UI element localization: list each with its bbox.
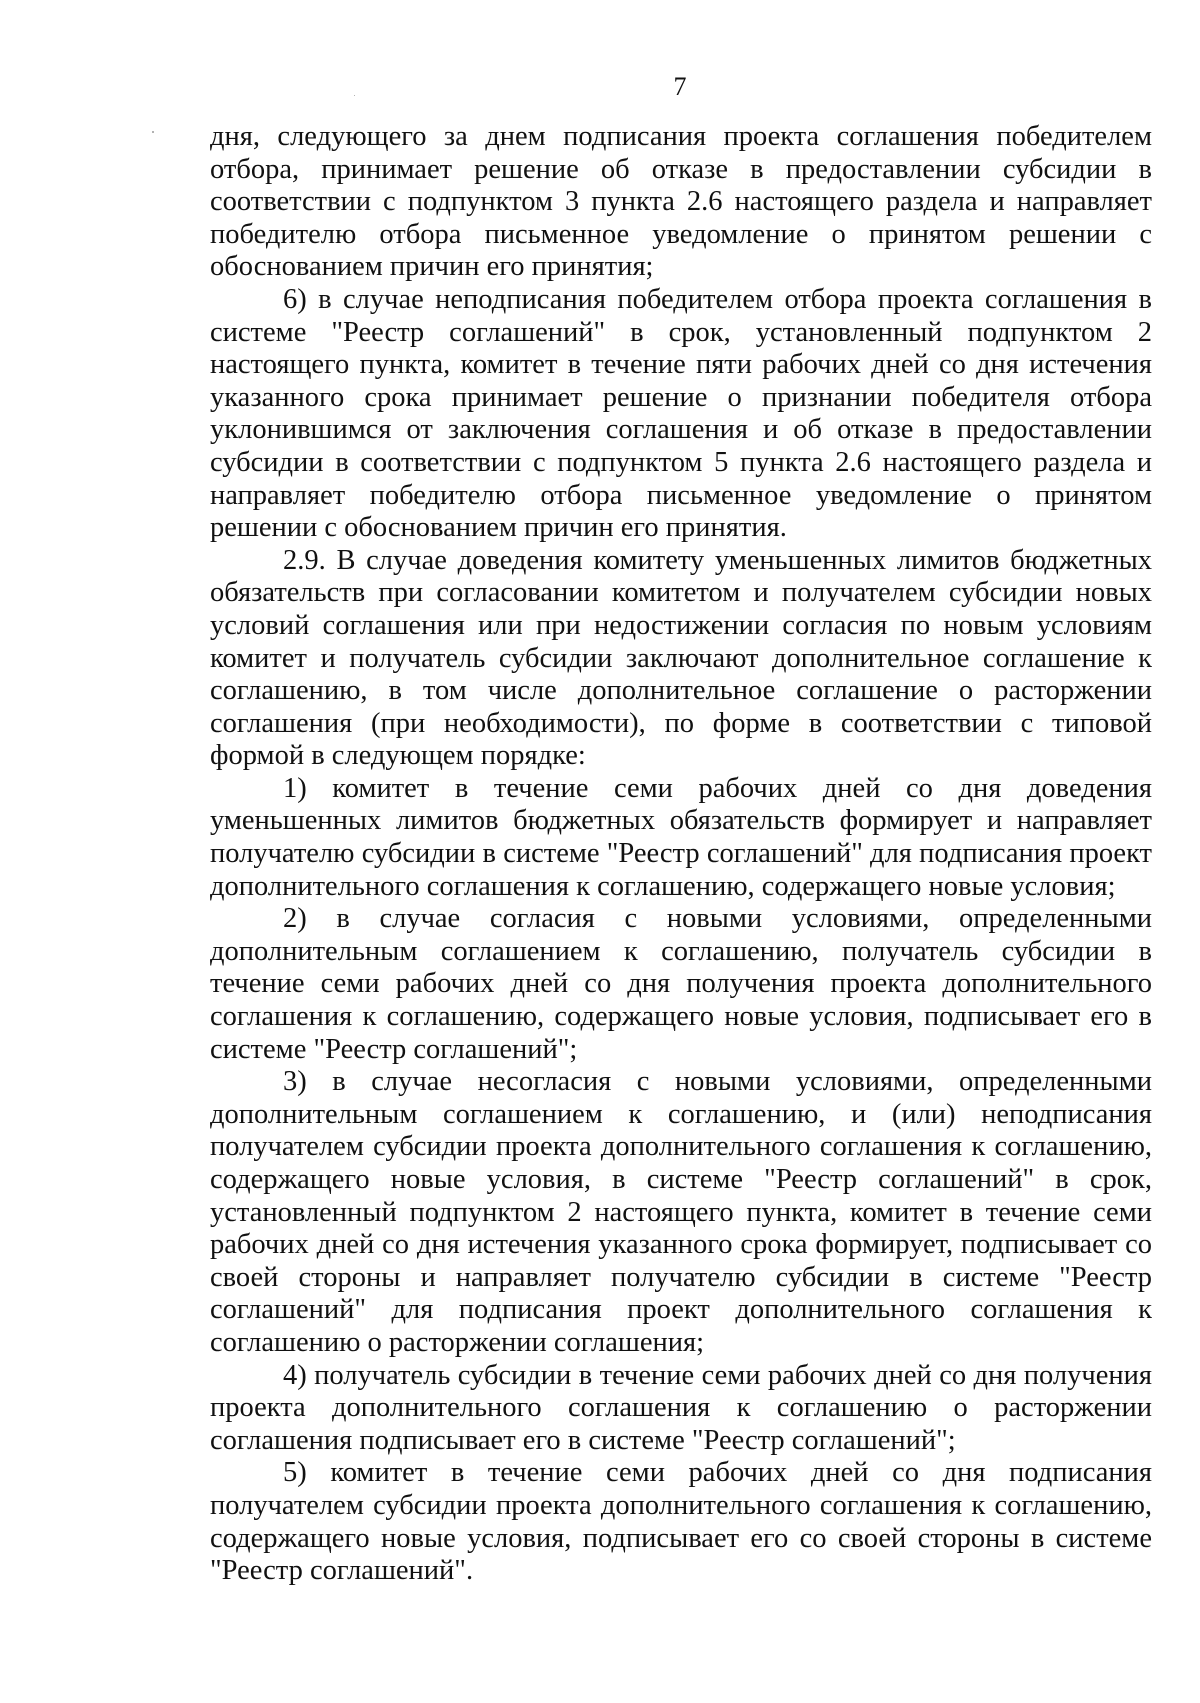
paragraph-item-5: 5) комитет в течение семи рабочих дней со дня подписания получателем субсидии проекта дополнительного соглашения к соглашению, содержащего новые условия, подписывает его со своей стороны в системе "Реестр соглашений". (210, 1457, 1152, 1587)
document-body (210, 121, 1152, 1588)
paragraph-item-4: 4) получатель субсидии в течение семи рабочих дней со дня получения проекта дополнительного соглашения к соглашению о расторжении соглашения подписывает его в системе "Реестр соглашений"; (210, 1359, 1152, 1456)
paragraph-item-3: 3) в случае несогласия с новыми условиями, определенными дополнительным соглашением к соглашению, и (или) неподписания получателем субсидии проекта дополнительного соглашения к соглашению, содержащего новые условия, в системе "Реестр соглашений" в срок, установленный подпунктом 2 настоящего пункта, комитет в течение семи рабочих дней со дня истечения указанного срока формирует, подписывает со своей стороны и направляет получателю субсидии в системе "Реестр соглашений" для подписания проект дополнительного соглашения к соглашению о расторжении соглашения; (210, 1066, 1152, 1358)
paragraph-continuation: дня, следующего за днем подписания проекта соглашения победителем отбора, принимает решение об отказе в предоставлении субсидии в соответствии с подпунктом 3 пункта 2.6 настоящего раздела и направляет победителю отбора письменное уведомление о принятом решении с обоснованием причин его принятия; (210, 121, 1152, 283)
paragraph-item-6: 6) в случае неподписания победителем отбора проекта соглашения в системе "Реестр соглашений" в срок, установленный подпунктом 2 настоящего пункта, комитет в течение пяти рабочих дней со дня истечения указанного срока принимает решение о признании победителя отбора уклонившимся от заключения соглашения и об отказе в предоставлении субсидии в соответствии с подпунктом 5 пункта 2.6 настоящего раздела и направляет победителю отбора письменное уведомление о принятом решении с обоснованием причин его принятия. (210, 283, 1152, 544)
page-number (0, 72, 1200, 102)
page-number-text: 7 (673, 72, 687, 101)
scan-speck (152, 131, 154, 133)
paragraph-item-1: 1) комитет в течение семи рабочих дней со дня доведения уменьшенных лимитов бюджетных обязательств формирует и направляет получателю субсидии в системе "Реестр соглашений" для подписания проект дополнительного соглашения к соглашению, содержащего новые условия; (210, 772, 1152, 902)
paragraph-item-2: 2) в случае согласия с новыми условиями, определенными дополнительным соглашением к соглашению, получатель субсидии в течение семи рабочих дней со дня получения проекта дополнительного соглашения к соглашению, содержащего новые условия, подписывает его в системе "Реестр соглашений"; (210, 903, 1152, 1065)
paragraph-section-2-9: 2.9. В случае доведения комитету уменьшенных лимитов бюджетных обязательств при согласовании комитетом и получателем субсидии новых условий соглашения или при недостижении согласия по новым условиям комитет и получатель субсидии заключают дополнительное соглашение к соглашению, в том числе дополнительное соглашение о расторжении соглашения (при необходимости), по форме в соответствии с типовой формой в следующем порядке: (210, 544, 1152, 772)
